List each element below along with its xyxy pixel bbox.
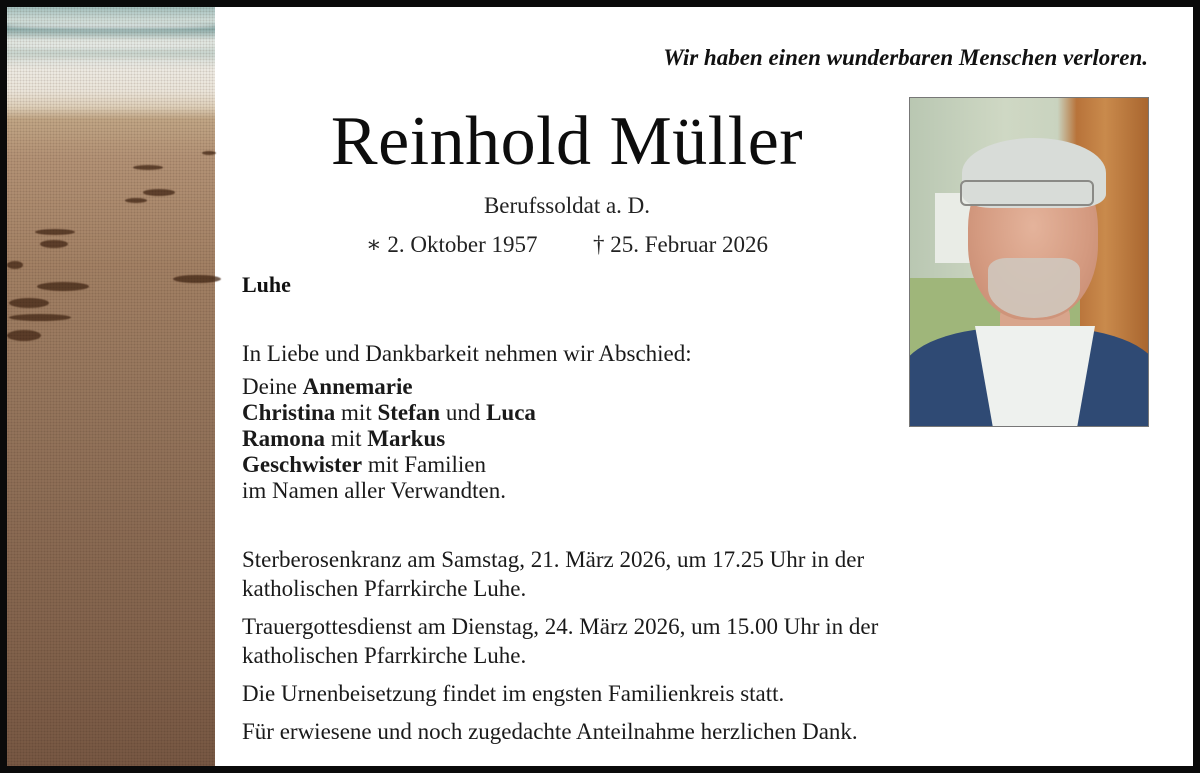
- footprint: [125, 198, 147, 203]
- service-details: [242, 545, 1002, 755]
- mourner-line: Geschwister mit Familien: [242, 452, 487, 477]
- profession: Berufssoldat a. D.: [483, 193, 651, 218]
- mourner-line: Deine Annemarie: [242, 374, 413, 399]
- mourner-line: Christina mit Stefan und Luca: [242, 400, 536, 425]
- life-dates: [227, 232, 907, 258]
- place-of-residence: Luhe: [242, 272, 291, 297]
- birth-date: 2. Oktober 1957: [387, 232, 538, 257]
- mourner-name: Ramona: [242, 426, 326, 451]
- mourner-name: Geschwister: [242, 452, 363, 477]
- footprint: [143, 189, 175, 196]
- footprint: [7, 261, 23, 269]
- wave-foam: [7, 23, 215, 29]
- thanks-line: Für erwiesene und noch zugedachte Anteilnahme herzlichen Dank.: [242, 719, 858, 744]
- mourner-name: Stefan: [377, 400, 441, 425]
- service-item: Die Urnenbeisetzung findet im engsten Familienkreis statt.: [242, 681, 785, 706]
- deceased-name: Reinhold Müller: [330, 103, 804, 180]
- footprint: [9, 314, 71, 321]
- wave-foam: [7, 43, 215, 49]
- mourner-name: Annemarie: [302, 374, 413, 399]
- glasses: [960, 180, 1094, 206]
- service-item: Sterberosenkranz am Samstag, 21. März 2026, um 17.25 Uhr in der katholischen Pfarrkirche Luhe.: [242, 547, 865, 601]
- footprint: [37, 282, 89, 291]
- death-cross-icon: †: [592, 232, 605, 257]
- death-date: 25. Februar 2026: [610, 232, 769, 257]
- mourner-name: Luca: [486, 400, 536, 425]
- mourner-line: Ramona mit Markus: [242, 426, 446, 451]
- birth-star-icon: ∗: [365, 232, 382, 257]
- beach-footprints-image: [7, 7, 215, 766]
- footprint: [7, 330, 41, 341]
- mourner-line: im Namen aller Verwandten.: [242, 478, 506, 503]
- mourners-list: [242, 374, 536, 504]
- footprint: [40, 240, 68, 248]
- portrait-photo: [909, 97, 1149, 427]
- footprint: [35, 229, 75, 235]
- footprint: [133, 165, 163, 170]
- footprint: [173, 275, 221, 283]
- service-item: Trauergottesdienst am Dienstag, 24. März 2026, um 15.00 Uhr in der katholischen Pfarrkirche Luhe.: [242, 614, 879, 668]
- footprint: [9, 298, 49, 308]
- mourner-name: Markus: [367, 426, 446, 451]
- footprint: [202, 151, 216, 155]
- mourner-name: Christina: [242, 400, 336, 425]
- wave-foam: [7, 59, 215, 65]
- tagline: Wir haben einen wunderbaren Menschen verloren.: [663, 45, 1148, 70]
- farewell-intro: In Liebe und Dankbarkeit nehmen wir Abschied:: [242, 341, 692, 366]
